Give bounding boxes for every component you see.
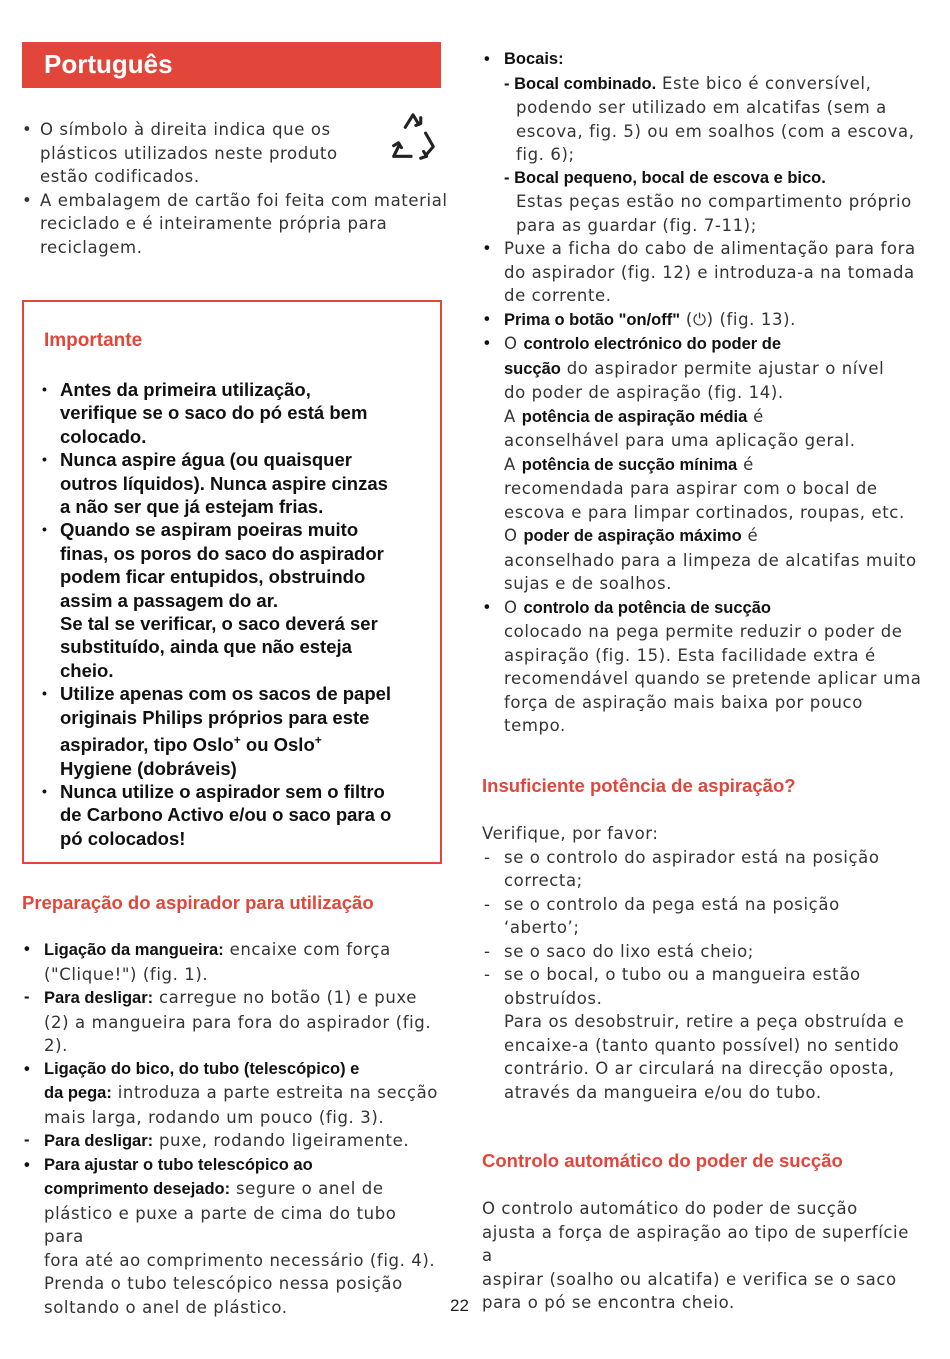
page-number: 22	[450, 1296, 469, 1315]
intro-list	[22, 118, 448, 259]
prep-item: - Para desligar: puxe, rodando ligeiramente.	[24, 1131, 410, 1150]
prep-title: Preparação do aspirador para utilização	[22, 892, 374, 913]
insuf-list: Verifique, por favor: - se o controlo do aspirador está na posição correcta; - se o controlo da pega está na posição ‘aberto’; - se o saco do lixo está cheio; - se o bocal, o tubo ou a mangueira estão obstruídos. Para os desobstruir, retire a peça obstruída e encaixe-a (tanto quanto possível) no sentido contrário. O ar circulará na direcção oposta, através da mangueira e/ou do tubo.	[482, 822, 922, 1104]
auto-text: O controlo automático do poder de sucção ajusta a força de aspiração ao tipo de superfície a aspirar (soalho ou alcatifa) e verifica se o saco para o pó se encontra cheio.	[482, 1199, 909, 1312]
important-item: • Antes da primeira utilização, verifique se o saco do pó está bem colocado.	[42, 379, 368, 447]
important-title: Importante	[44, 330, 143, 351]
ficha-item: • Puxe a ficha do cabo de alimentação para fora do aspirador (fig. 12) e introduza-a na tomada de corrente.	[484, 239, 916, 305]
language-header	[22, 42, 441, 88]
power-icon: (⏻) (fig. 13).	[680, 309, 796, 329]
important-box	[22, 300, 442, 864]
insuf-title: Insuficiente potência de aspiração?	[482, 775, 796, 796]
important-item: • Quando se aspiram poeiras muito finas, os poros do saco do aspirador podem ficar entupidos, obstruindo assim a passagem do ar. Se tal se verificar, o saco deverá ser substituído, ainda que não esteja cheio.	[42, 519, 384, 681]
insuf-item: - se o bocal, o tubo ou a mangueira estão obstruídos. Para os desobstruir, retire a peça obstruída e encaixe-a (tanto quanto possível) no sentido contrário. O ar circulará na direcção oposta, através da mangueira e/ou do tubo.	[484, 965, 905, 1102]
insuf-item: - se o controlo da pega está na posição ‘aberto’;	[484, 894, 840, 937]
prima-item: • Prima o botão "on/off" (⏻) (fig. 13).	[484, 309, 796, 329]
bocais-item: • Bocais: - Bocal combinado. Este bico é conversível, podendo ser utilizado em alcatifas (sem a escova, fig. 5) ou em soalhos (com a escova, fig. 6); - Bocal pequeno, bocal de escova e bico. Estas peças estão no compartimento próprio para as guardar (fig. 7-11);	[484, 50, 915, 235]
prep-item: - Para desligar: carregue no botão (1) e puxe (2) a mangueira para fora do aspirador (fig. 2).	[24, 988, 432, 1055]
right-column	[482, 48, 922, 738]
insuf-item: - se o controlo do aspirador está na posição correcta;	[484, 847, 880, 890]
insuf-item: - se o saco do lixo está cheio;	[484, 941, 754, 961]
important-item: • Utilize apenas com os sacos de papel originais Philips próprios para este aspirador, tipo Oslo+ ou Oslo+ Hygiene (dobráveis)	[42, 683, 392, 779]
intro-item: • A embalagem de cartão foi feita com material reciclado e é inteiramente própria para reciclagem.	[22, 190, 448, 257]
auto-title: Controlo automático do poder de sucção	[482, 1150, 843, 1171]
prep-list	[22, 938, 442, 1319]
prep-item: • Ligação da mangueira: encaixe com força ("Clique!") (fig. 1).	[24, 940, 391, 984]
language-title: Português	[44, 49, 173, 79]
recycle-icon	[384, 108, 442, 166]
intro-item: • O símbolo à direita indica que os plásticos utilizados neste produto estão codificados.	[22, 120, 338, 186]
prep-item: • Ligação do bico, do tubo (telescópico) e da pega: introduza a parte estreita na secção mais larga, rodando um pouco (fig. 3).	[24, 1059, 438, 1127]
important-list	[42, 378, 434, 850]
important-item: • Nunca aspire água (ou quaisquer outros líquidos). Nunca aspire cinzas a não ser que já estejam frias.	[42, 449, 388, 518]
controlo-item: • O controlo electrónico do poder de sucção do aspirador permite ajustar o nível do poder de aspiração (fig. 14). A potência de aspiração média é aconselhável para uma aplicação geral. A potência de sucção mínima é recomendada para aspirar com o bocal de escova e para limpar cortinados, roupas, etc. O poder de aspiração máximo é aconselhado para a limpeza de alcatifas muito sujas e de soalhos.	[484, 334, 917, 593]
important-item: • Nunca utilize o aspirador sem o filtro de Carbono Activo e/ou o saco para o pó colocados!	[42, 781, 392, 849]
potencia-item: • O controlo da potência de sucção colocado na pega permite reduzir o poder de aspiração (fig. 15). Esta facilidade extra é recomendável quando se pretende aplicar uma força de aspiração mais baixa por pouco tempo.	[484, 597, 922, 735]
prep-item: • Para ajustar o tubo telescópico ao comprimento desejado: segure o anel de plástico e puxe a parte de cima do tubo para fora até ao comprimento necessário (fig. 4). Prenda o tubo telescópico nessa posição soltando o anel de plástico.	[24, 1155, 436, 1317]
